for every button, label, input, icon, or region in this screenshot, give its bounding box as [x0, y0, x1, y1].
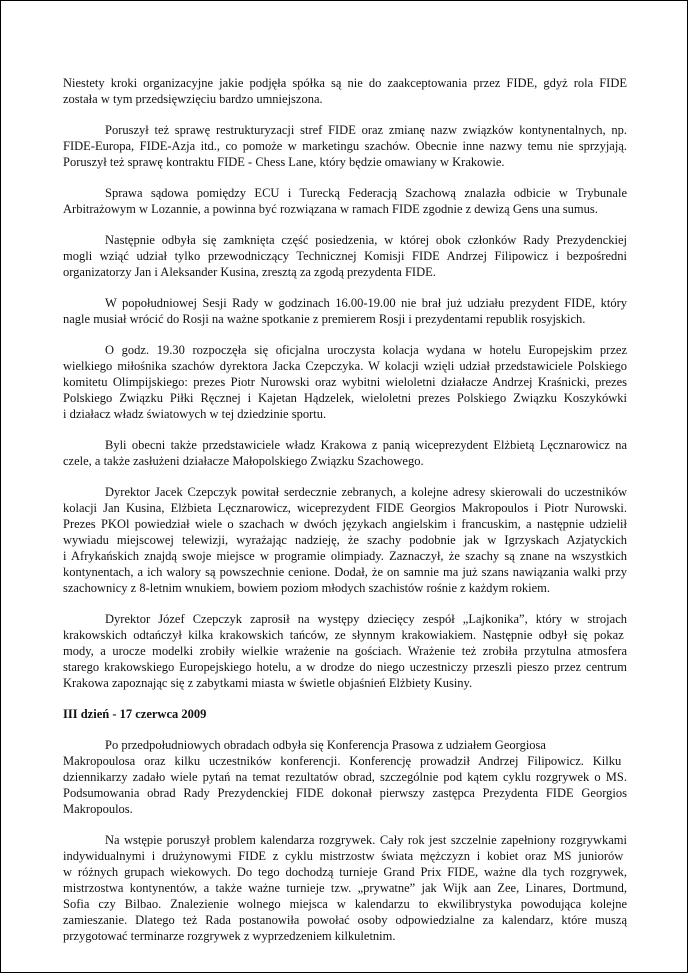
- text-line: szachownicy z 8-letnim wnukiem, bowiem poziom młodych szachistów rośnie z każdym rokiem.: [63, 581, 551, 595]
- text-line: kontynentach, a ich walory są powszechnie cenione. Dodał, że on samnie ma już szans nawiązania walki przy: [63, 565, 627, 579]
- paragraph: [63, 295, 627, 327]
- text-line: organizatorzy Jan i Aleksander Kusina, zresztą za zgodą prezydenta FIDE.: [63, 265, 436, 279]
- paragraph: [63, 484, 627, 596]
- text-line: została w tym przedsięwzięciu bardzo umniejszona.: [63, 92, 323, 106]
- text-line: Podsumowania obrad Rady Prezydenckiej FIDE dokonał pierwszy zastępca Prezydenta FIDE Georgios: [63, 786, 627, 800]
- text-line: Byli obecni także przedstawiciele władz Krakowa z panią wiceprezydent Elżbietą Lęcznarowicz na: [105, 438, 627, 452]
- paragraph: [63, 832, 627, 944]
- text-line: FIDE-Europa, FIDE-Azja itd., co pomoże w marketingu szachów. Obecnie inne nazwy temu nie sprzyjają.: [63, 139, 627, 153]
- section-heading: III dzień - 17 czerwca 2009: [63, 707, 207, 721]
- document-body: [63, 75, 627, 959]
- text-line: Dyrektor Józef Czepczyk zaprosił na występy dziecięcy zespół „Lajkonika”, który w strojach: [105, 612, 627, 626]
- text-line: krakowskich odtańczył kilka krakowskich tańców, ze słynnym krakowiakiem. Następnie odbył się pokaz: [63, 628, 624, 642]
- text-line: Prezes PKOl powiedział wiele o szachach w dwóch językach angielskim i francuskim, a następnie udzielił: [63, 517, 627, 531]
- text-line: Na wstępie poruszył problem kalendarza rozgrywek. Cały rok jest szczelnie zapełniony rozgrywkami: [105, 833, 627, 847]
- paragraph: [63, 232, 627, 280]
- paragraph: [63, 122, 627, 170]
- text-line: dziennikarzy zadało wiele pytań na temat rezultatów obrad, szczególnie pod kątem cyklu rozgrywek o MS.: [63, 770, 627, 784]
- text-line: Poruszył też sprawę restrukturyzacji stref FIDE oraz zmianę nazw związków kontynentalnych, np.: [105, 123, 627, 137]
- paragraph: [63, 737, 627, 817]
- text-line: kolacji Jan Kusina, Elżbieta Lęcznarowicz, wiceprezydent FIDE Georgios Makropoulos i Piotr Nurowski.: [63, 501, 627, 515]
- paragraph: [63, 75, 627, 107]
- text-line: Arbitrażowym w Lozannie, a powinna być rozwiązana w ramach FIDE zgodnie z dewizą Gens una sumus.: [63, 202, 598, 216]
- text-line: Sofia czy Bilbao. Znalezienie wolnego miejsca w kalendarzu to ekwilibrystyka powodująca kolejne: [63, 897, 627, 911]
- text-line: komitetu Olimpijskiego: prezes Piotr Nurowski oraz wybitni wieloletni działacze Andrzej Kraśnicki, prezes: [63, 375, 627, 389]
- text-line: Sprawa sądowa pomiędzy ECU i Turecką Federacją Szachową znalazła odbicie w Trybunale: [105, 186, 627, 200]
- text-line: wielkiego miłośnika szachów dyrektora Jacka Czepczyka. W kolacji wzięli udział przedstawiciele Polskiego: [63, 359, 627, 373]
- text-line: Krakowa zapoznając się z zabytkami miasta w świetle objaśnień Elżbiety Kusiny.: [63, 676, 473, 690]
- text-line: czele, a także zasłużeni działacze Małopolskiego Związku Szachowego.: [63, 454, 424, 468]
- text-line: Następnie odbyła się zamknięta część posiedzenia, w której obok członków Rady Prezydenckiej: [105, 233, 627, 247]
- text-line: i działacz władz światowych w tej dziedzinie sportu.: [63, 407, 327, 421]
- text-line: mistrzostwa kontynentów, a także ważne turnieje tzw. „prywatne” jak Wijk aan Zee, Linares, Dortmund,: [63, 881, 627, 895]
- paragraph: [63, 437, 627, 469]
- text-line: i Afrykańskich znajdą swoje miejsce w programie olimpiady. Zaznaczył, że szachy są znane na wszystkich: [63, 549, 627, 563]
- text-line: Dyrektor Jacek Czepczyk powitał serdecznie zebranych, a kolejne adresy skierowali do uczestników: [105, 485, 627, 499]
- text-line: Niestety kroki organizacyjne jakie podjęła spółka są nie do zaakceptowania przez FIDE, gdyż rola FIDE: [63, 76, 627, 90]
- text-line: przygotować terminarze rozgrywek z wyprzedzeniem kilkuletnim.: [63, 929, 396, 943]
- text-line: O godz. 19.30 rozpoczęła się oficjalna uroczysta kolacja wydana w hotelu Europejskim przez: [105, 343, 627, 357]
- text-line: Makropoulos.: [63, 802, 133, 816]
- text-line: mody, a urocze modelki zrobiły wielkie wrażenie na gościach. Wrażenie też zrobiła przytulna atmosfera: [63, 644, 627, 658]
- text-line: wywiadu miejscowej telewizji, wyrażając nadzieję, że szachy podobnie jak w Igrzyskach Azjatyckich: [63, 533, 627, 547]
- text-line: w różnych grupach wiekowych. Do tego dochodzą turnieje Grand Prix FIDE, ważne dla tych rozgrywek,: [63, 865, 627, 879]
- text-line: nagle musiał wrócić do Rosji na ważne spotkanie z premierem Rosji i prezydentami republik rosyjskich.: [63, 312, 586, 326]
- paragraph: [63, 185, 627, 217]
- text-line: zamieszanie. Dlatego też Rada postanowiła powołać osoby odpowiedzialne za kalendarz, które muszą: [63, 913, 627, 927]
- text-line: starego krakowskiego Europejskiego hotelu, a w drodze do niego uczestniczy przeszli pieszo przez centrum: [63, 660, 627, 674]
- text-line: Polskiego Związku Piłki Ręcznej i Kajetan Hądzelek, wieloletni prezes Polskiego Związku Koszykówki: [63, 391, 627, 405]
- text-line: Makropoulosa oraz kilku uczestników konferencji. Konferencję prowadził Andrzej Filipowicz. Kilku: [63, 754, 622, 768]
- text-line: Poruszył też sprawę kontraktu FIDE - Chess Lane, który będzie omawiany w Krakowie.: [63, 155, 505, 169]
- text-line: mogli wziąć udział tylko przewodniczący Technicznej Komisji FIDE Andrzej Filipowicz i bezpośredni: [63, 249, 627, 263]
- text-line: Po przedpołudniowych obradach odbyła się Konferencja Prasowa z udziałem Georgiosa: [105, 738, 546, 752]
- text-line: W popołudniowej Sesji Rady w godzinach 16.00-19.00 nie brał już udziału prezydent FIDE, który: [105, 296, 627, 310]
- paragraph: [63, 611, 627, 691]
- paragraph: [63, 342, 627, 422]
- text-line: indywidualnymi i drużynowymi FIDE z cyklu mistrzostw świata mężczyzn i kobiet oraz MS juniorów: [63, 849, 624, 863]
